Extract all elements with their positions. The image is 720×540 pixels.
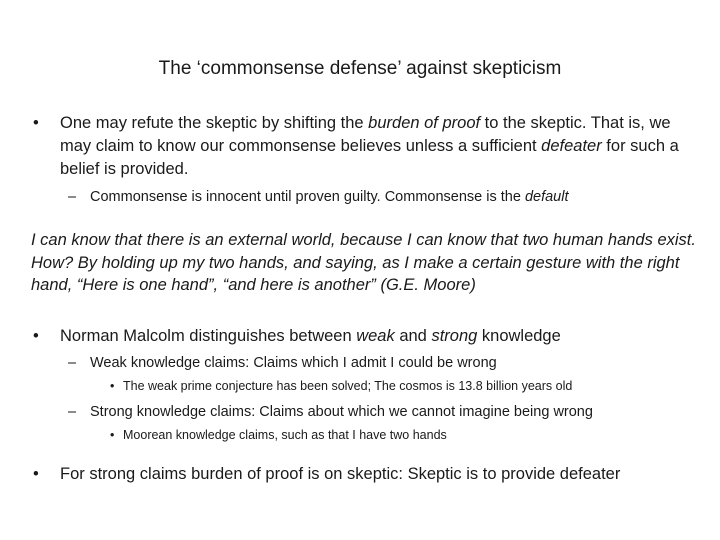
bullet-text: Norman Malcolm distinguishes between weak and strong knowledge [60, 327, 561, 345]
dash-mark: – [68, 404, 77, 420]
bullet-text: One may refute the skeptic by shifting the burden of proof to the skeptic. That is, we may claim to know our commonsense believes unless a sufficient defeater for such a belief is provided. [60, 114, 679, 178]
bullet-mark: • [110, 428, 115, 442]
bullet-mark: • [33, 114, 39, 132]
bullet-mark: • [33, 327, 39, 345]
moore-quote: I can know that there is an external world, because I can know that two human hands exist. How? By holding up my two hands, and saying, as I make a certain gesture with the right hand, “Here is one hand”, “and here is another” (G.E. Moore) [31, 231, 696, 294]
bullet-mark: • [33, 465, 39, 483]
bullet-text: For strong claims burden of proof is on skeptic: Skeptic is to provide defeater [60, 465, 621, 483]
slide-title: The ‘commonsense defense’ against skepticism [158, 58, 562, 79]
subbullet-text: Strong knowledge claims: Claims about which we cannot imagine being wrong [90, 404, 593, 420]
subsubbullet-text: Moorean knowledge claims, such as that I have two hands [123, 428, 447, 442]
bullet-mark: • [110, 379, 115, 393]
dash-mark: – [68, 189, 77, 205]
dash-mark: – [68, 355, 77, 371]
subsubbullet-text: The weak prime conjecture has been solved; The cosmos is 13.8 billion years old [123, 379, 573, 393]
subbullet-text: Weak knowledge claims: Claims which I admit I could be wrong [90, 355, 497, 371]
subbullet-text: Commonsense is innocent until proven guilty. Commonsense is the default [90, 189, 569, 205]
